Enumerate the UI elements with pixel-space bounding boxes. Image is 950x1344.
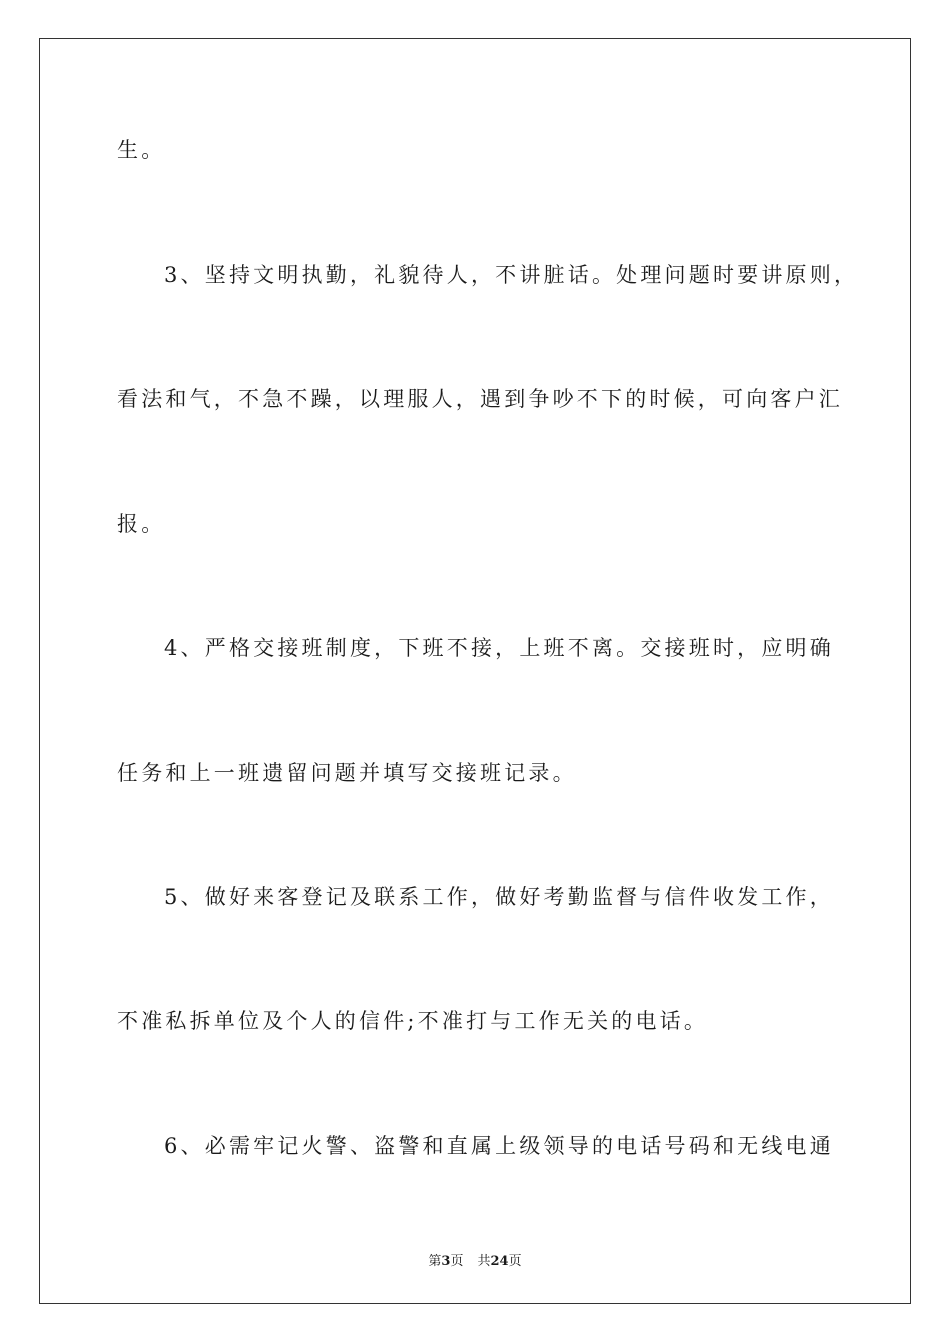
page-current-number: 3 — [441, 1254, 451, 1269]
body-text-line-5: 4、严格交接班制度，下班不接，上班不离。交接班时，应明确 — [164, 636, 834, 660]
page-footer — [0, 1250, 950, 1269]
total-suffix: 页 — [508, 1254, 522, 1269]
page-total-number: 24 — [490, 1254, 509, 1269]
body-text-line-3: 看法和气，不急不躁，以理服人，遇到争吵不下的时候，可向客户汇 — [117, 387, 843, 411]
page-suffix: 页 — [450, 1254, 464, 1269]
page-border — [39, 38, 911, 1304]
page-prefix: 第 — [428, 1254, 442, 1269]
body-text-line-8: 不准私拆单位及个人的信件;不准打与工作无关的电话。 — [117, 1009, 709, 1033]
body-text-line-4: 报。 — [117, 512, 166, 536]
body-text-line-7: 5、做好来客登记及联系工作，做好考勤监督与信件收发工作， — [164, 885, 834, 909]
body-text-line-9: 6、必需牢记火警、盗警和直属上级领导的电话号码和无线电通 — [164, 1134, 834, 1158]
body-text-line-1: 生。 — [117, 138, 166, 162]
total-prefix: 共 — [477, 1254, 491, 1269]
body-text-line-6: 任务和上一班遗留问题并填写交接班记录。 — [117, 761, 577, 785]
body-text-line-2: 3、坚持文明执勤，礼貌待人，不讲脏话。处理问题时要讲原则， — [164, 263, 859, 287]
